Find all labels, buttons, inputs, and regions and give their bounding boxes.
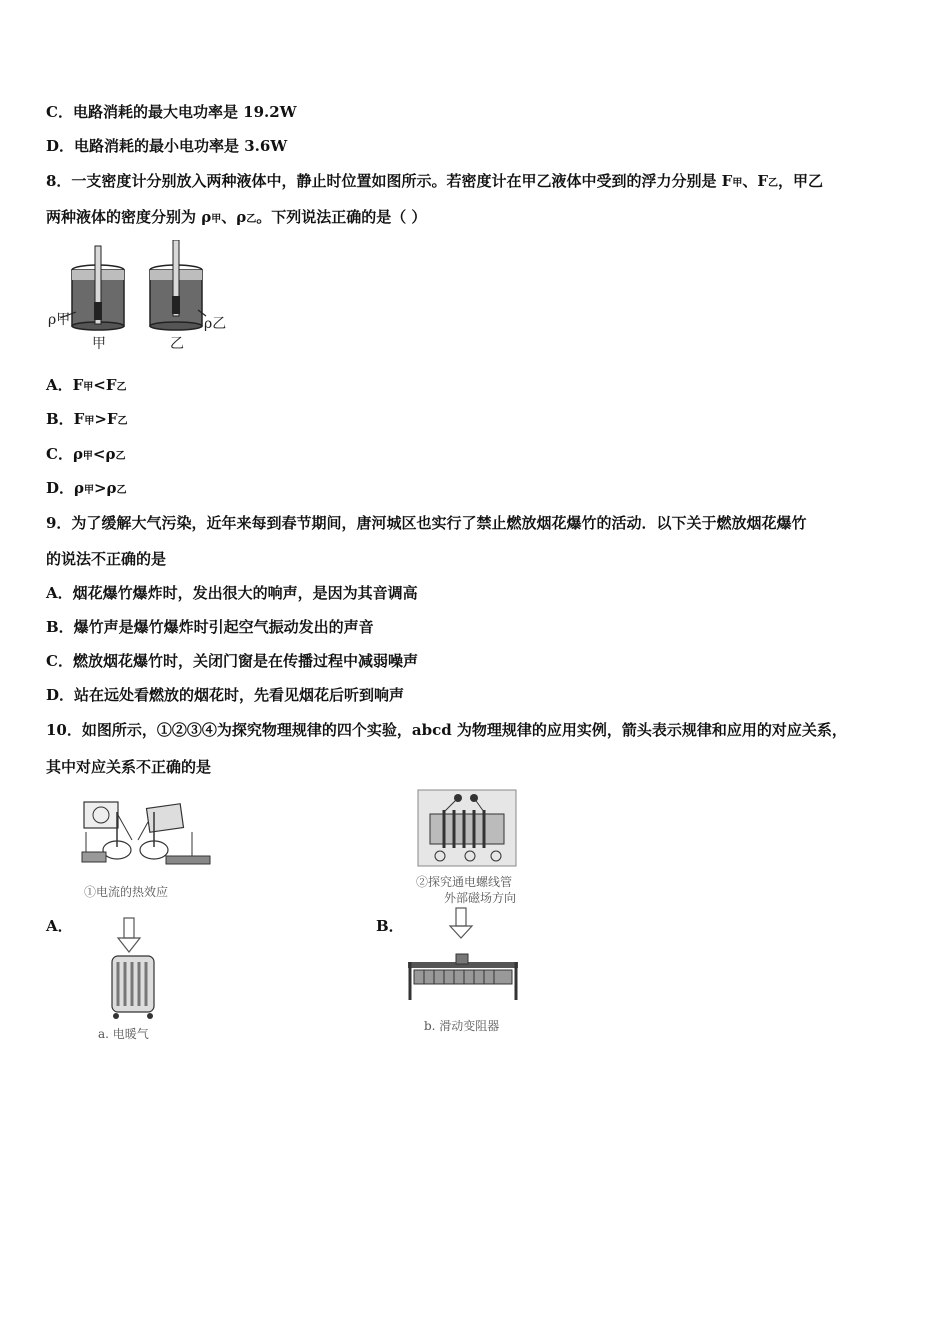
caption-yi: 乙 [170,336,184,352]
q8-sub-yi: 乙 [767,178,778,189]
q10-option-b-label: B． [376,917,404,935]
q8-stem2-text-a: 两种液体的密度分别为 ρ [46,208,212,226]
q7-option-c: C．电路消耗的最大电功率是 19.2W [46,103,297,121]
beaker-yi [150,240,202,330]
q8-stem2-sub-yi: 乙 [246,214,257,225]
q8-opt-b-sub2: 乙 [117,416,128,427]
q8-stem-line1 [46,171,823,194]
rho-yi-label: ρ乙 [204,316,227,332]
hydrometer-figure [46,240,236,355]
q8-stem-text-b: 、F [742,172,768,190]
q8-opt-b-sub1: 甲 [84,416,95,427]
figure-b-top-caption-1: ②探究通电螺线管 [416,875,513,889]
q8-opt-c-prefix: C．ρ [46,445,83,463]
q8-stem2-text-c: 。下列说法正确的是（ ） [256,208,427,226]
heater-icon [112,956,154,1019]
q9-option-c: C．燃放烟花爆竹时，关闭门窗是在传播过程中减弱噪声 [46,652,418,670]
q7-option-d: D．电路消耗的最小电功率是 3.6W [46,137,288,155]
figure-b-bottom-caption: b. 滑动变阻器 [424,1019,500,1033]
q9-option-a: A．烟花爆竹爆炸时，发出很大的响声，是因为其音调高 [46,584,418,602]
q10-stem-line1: 10．如图所示，①②③④为探究物理规律的四个实验，abcd 为物理规律的应用实例，箭头表示规律和应用的对应关系， [46,721,847,739]
q8-stem2-text-b: 、ρ [221,208,247,226]
caption-jia: 甲 [92,336,106,352]
q10-option-a-label: A． [46,917,73,935]
figure-a-bottom-caption: a. 电暖气 [98,1027,149,1041]
rho-jia-label: ρ甲 [48,312,71,328]
q8-opt-a-sub1: 甲 [83,382,94,393]
q8-stem-text-c: ，甲乙 [777,172,823,190]
q8-opt-c-op: <ρ [92,445,116,463]
q8-option-b [46,409,128,432]
q8-opt-d-op: >ρ [93,479,117,497]
q9-option-d: D．站在远处看燃放的烟花时，先看见烟花后听到响声 [46,686,405,704]
q8-opt-b-op: >F [94,410,118,428]
q8-stem2-sub-jia: 甲 [211,214,222,225]
q8-option-c [46,444,125,467]
arrow-down-icon [118,918,140,952]
q8-option-d [46,478,127,501]
q8-opt-c-sub1: 甲 [82,451,93,462]
arrow-down-icon [450,908,472,938]
q8-opt-d-sub2: 乙 [116,485,127,496]
figure-b-top-caption-2: 外部磁场方向 [444,891,517,905]
q8-option-a [46,375,127,398]
q8-opt-a-prefix: A．F [46,376,84,394]
rheostat-icon [408,954,518,1000]
q8-opt-c-sub2: 乙 [115,451,126,462]
figure-a [72,792,212,1047]
q8-opt-b-prefix: B．F [46,410,85,428]
figure-a-top-caption: ①电流的热效应 [84,885,169,899]
q8-opt-a-op: <F [93,376,117,394]
q8-opt-a-sub2: 乙 [116,382,127,393]
q8-opt-d-sub1: 甲 [83,485,94,496]
beaker-jia [72,246,124,330]
q10-stem-line2: 其中对应关系不正确的是 [46,758,212,776]
q9-option-b: B．爆竹声是爆竹爆炸时引起空气振动发出的声音 [46,618,374,636]
q8-opt-d-prefix: D．ρ [46,479,84,497]
q9-stem-line2: 的说法不正确的是 [46,550,167,568]
q9-stem-line1: 9．为了缓解大气污染，近年来每到春节期间，唐河城区也实行了禁止燃放烟花爆竹的活动．以下关于燃放烟花爆竹 [46,514,807,532]
q8-stem-text-a: 8．一支密度计分别放入两种液体中，静止时位置如图所示。若密度计在甲乙液体中受到的浮力分别是 F [46,172,733,190]
q8-sub-jia: 甲 [732,178,743,189]
figure-b [400,786,540,1041]
q8-stem-line2 [46,207,426,230]
